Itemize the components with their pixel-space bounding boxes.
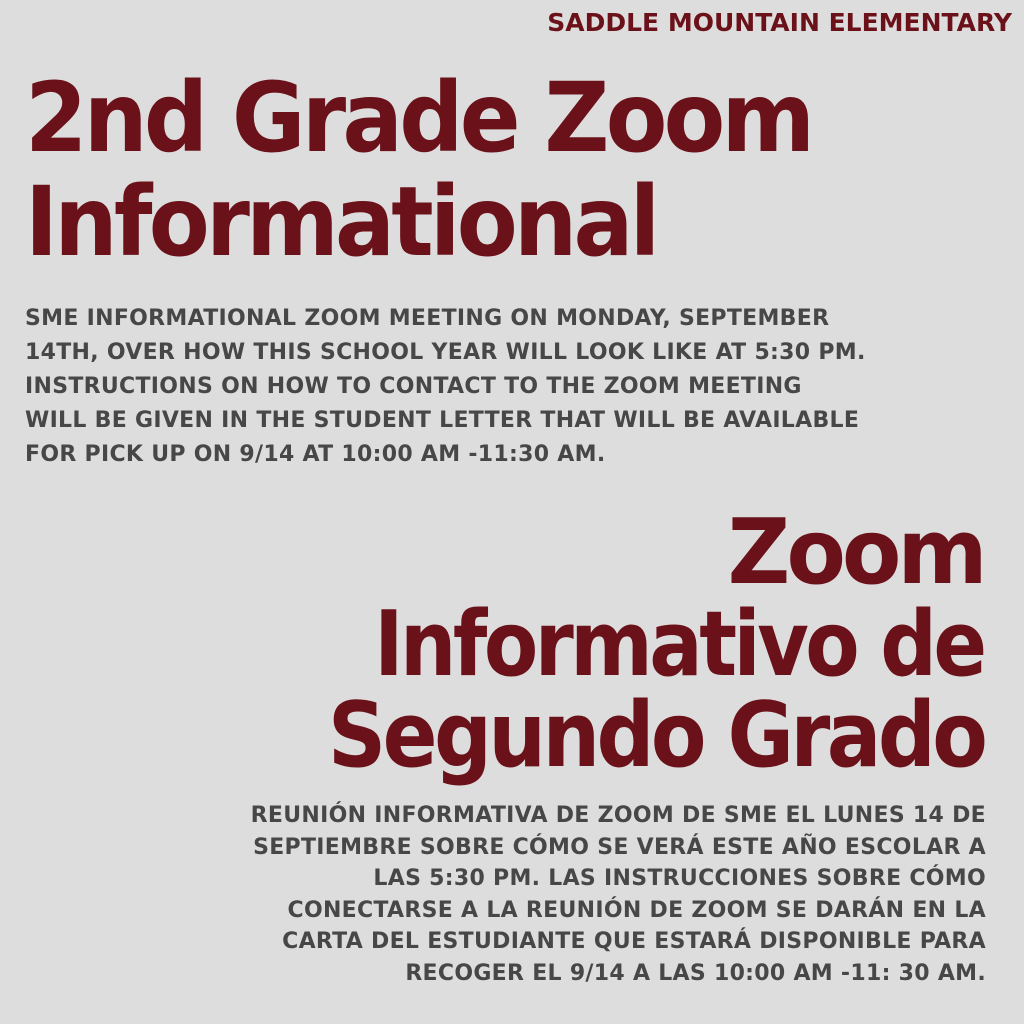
spanish-title-line-1: Zoom bbox=[727, 500, 984, 605]
english-description bbox=[25, 302, 1015, 472]
spanish-title-line-2: Informativo de bbox=[374, 592, 984, 697]
spanish-description-line: SEPTIEMBRE SOBRE CÓMO SE VERÁ ESTE AÑO ESCOLAR A bbox=[253, 834, 986, 860]
spanish-description bbox=[86, 800, 986, 989]
english-description-line: INSTRUCTIONS ON HOW TO CONTACT TO THE ZOOM MEETING bbox=[25, 374, 802, 399]
spanish-description-line: REUNIÓN INFORMATIVA DE ZOOM DE SME EL LUNES 14 DE bbox=[250, 803, 986, 828]
english-description-line: 14TH, OVER HOW THIS SCHOOL YEAR WILL LOOK LIKE AT 5:30 PM. bbox=[25, 340, 866, 365]
spanish-description-line: CONECTARSE A LA REUNIÓN DE ZOOM SE DARÁN EN LA bbox=[287, 897, 986, 923]
english-title-line-2: Informational bbox=[25, 166, 657, 278]
spanish-description-line: RECOGER EL 9/14 A LAS 10:00 AM -11: 30 AM. bbox=[405, 960, 986, 986]
school-name: SADDLE MOUNTAIN ELEMENTARY bbox=[547, 8, 1012, 37]
spanish-description-line: CARTA DEL ESTUDIANTE QUE ESTARÁ DISPONIBLE PARA bbox=[282, 929, 986, 954]
english-description-line: WILL BE GIVEN IN THE STUDENT LETTER THAT WILL BE AVAILABLE bbox=[25, 408, 860, 433]
spanish-description-line: LAS 5:30 PM. LAS INSTRUCCIONES SOBRE CÓMO bbox=[373, 866, 986, 891]
english-title-line-1: 2nd Grade Zoom bbox=[25, 62, 812, 174]
spanish-title-line-3: Segundo Grado bbox=[327, 683, 984, 788]
english-description-line: SME INFORMATIONAL ZOOM MEETING ON MONDAY, SEPTEMBER bbox=[25, 306, 830, 331]
english-description-line: FOR PICK UP ON 9/14 AT 10:00 AM -11:30 AM. bbox=[25, 442, 606, 467]
